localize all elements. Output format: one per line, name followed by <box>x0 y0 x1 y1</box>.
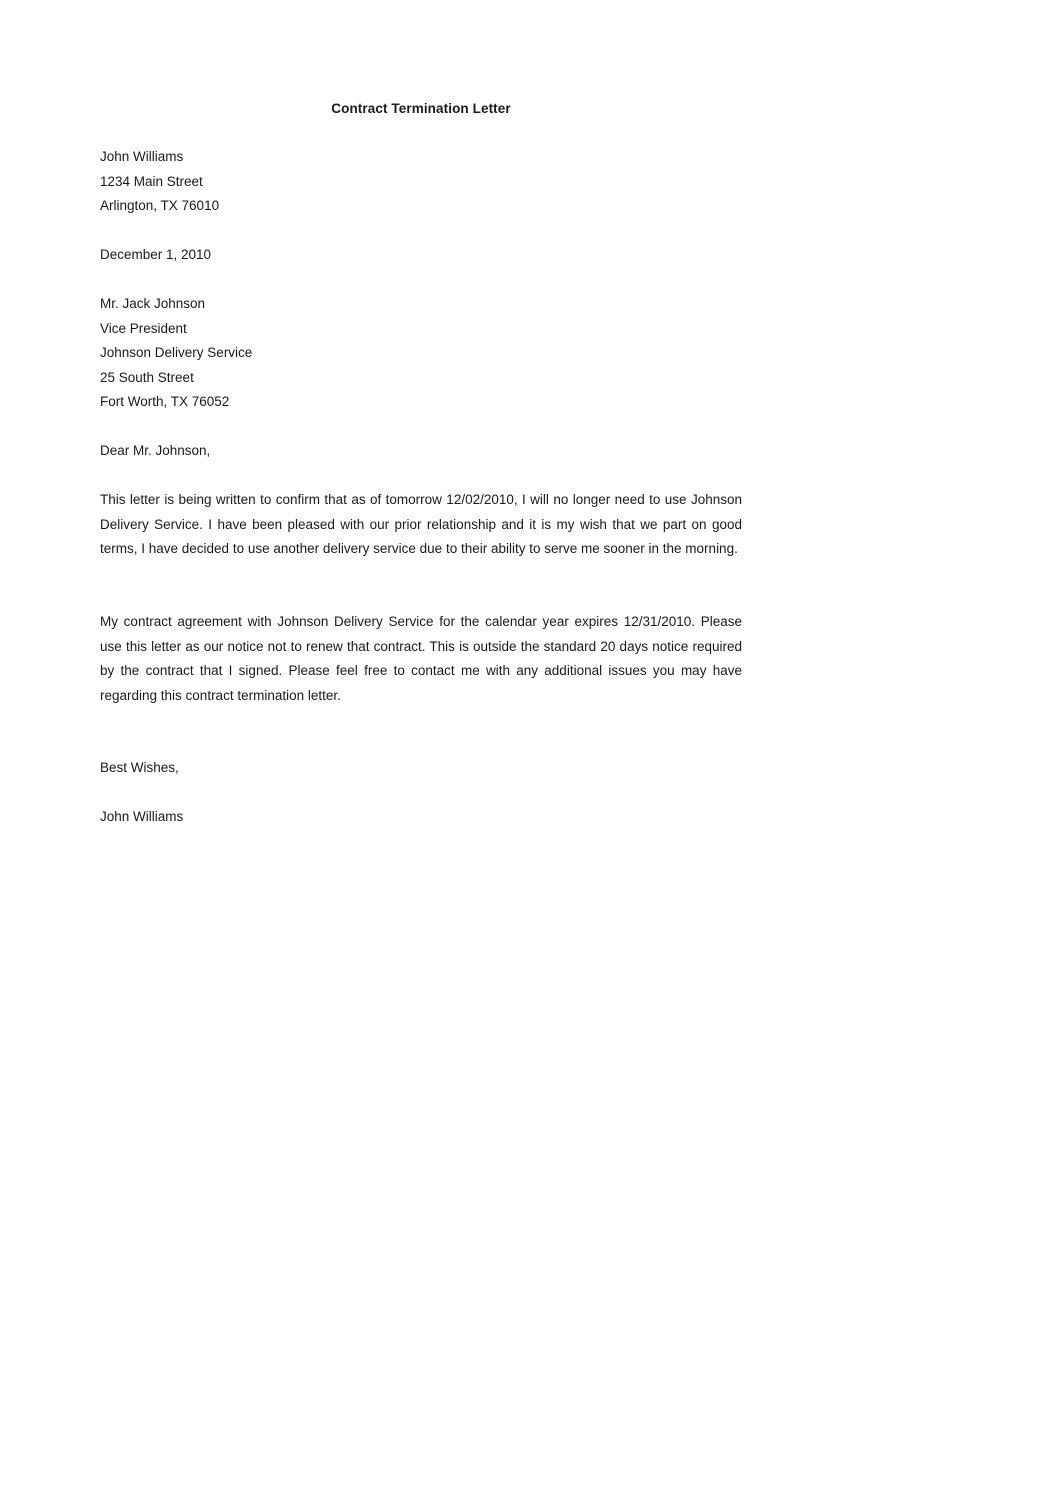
recipient-name: Mr. Jack Johnson <box>100 296 206 311</box>
sender-name: John Williams <box>100 149 184 164</box>
sender-address <box>100 145 742 219</box>
salutation-block <box>100 439 742 464</box>
salutation: Dear Mr. Johnson, <box>100 443 211 458</box>
letter-date-block <box>100 243 742 268</box>
recipient-company: Johnson Delivery Service <box>100 345 253 360</box>
letter-date: December 1, 2010 <box>100 247 212 262</box>
body-paragraph-block-2 <box>100 610 742 708</box>
recipient-position: Vice President <box>100 320 187 336</box>
closing: Best Wishes, <box>100 760 179 775</box>
recipient-address <box>100 292 742 415</box>
closing-block <box>100 756 742 781</box>
signature-name: John Williams <box>100 809 184 824</box>
recipient-street: 25 South Street <box>100 369 194 385</box>
body-paragraph-block-1 <box>100 488 742 562</box>
recipient-city: Fort Worth, TX 76052 <box>100 394 230 409</box>
body-paragraph: My contract agreement with Johnson Delivery Service for the calendar year expires 12/31/2010. Please use this letter as our notice not to renew that contract. This is outside the standard 20 days notice required by the contract that I signed. Please feel free to contact me with any additional issues you may have regarding this contract termination letter. <box>100 614 742 703</box>
sender-city: Arlington, TX 76010 <box>100 198 220 213</box>
signature-block <box>100 805 742 830</box>
body-paragraph: This letter is being written to confirm that as of tomorrow 12/02/2010, I will no longer need to use Johnson Delivery Service. I have been pleased with our prior relationship and it is my wish that we part on good terms, I have decided to use another delivery service due to their ability to serve me sooner in the morning. <box>100 492 742 556</box>
sender-street: 1234 Main Street <box>100 173 203 189</box>
letter-title: Contract Termination Letter <box>331 101 511 116</box>
